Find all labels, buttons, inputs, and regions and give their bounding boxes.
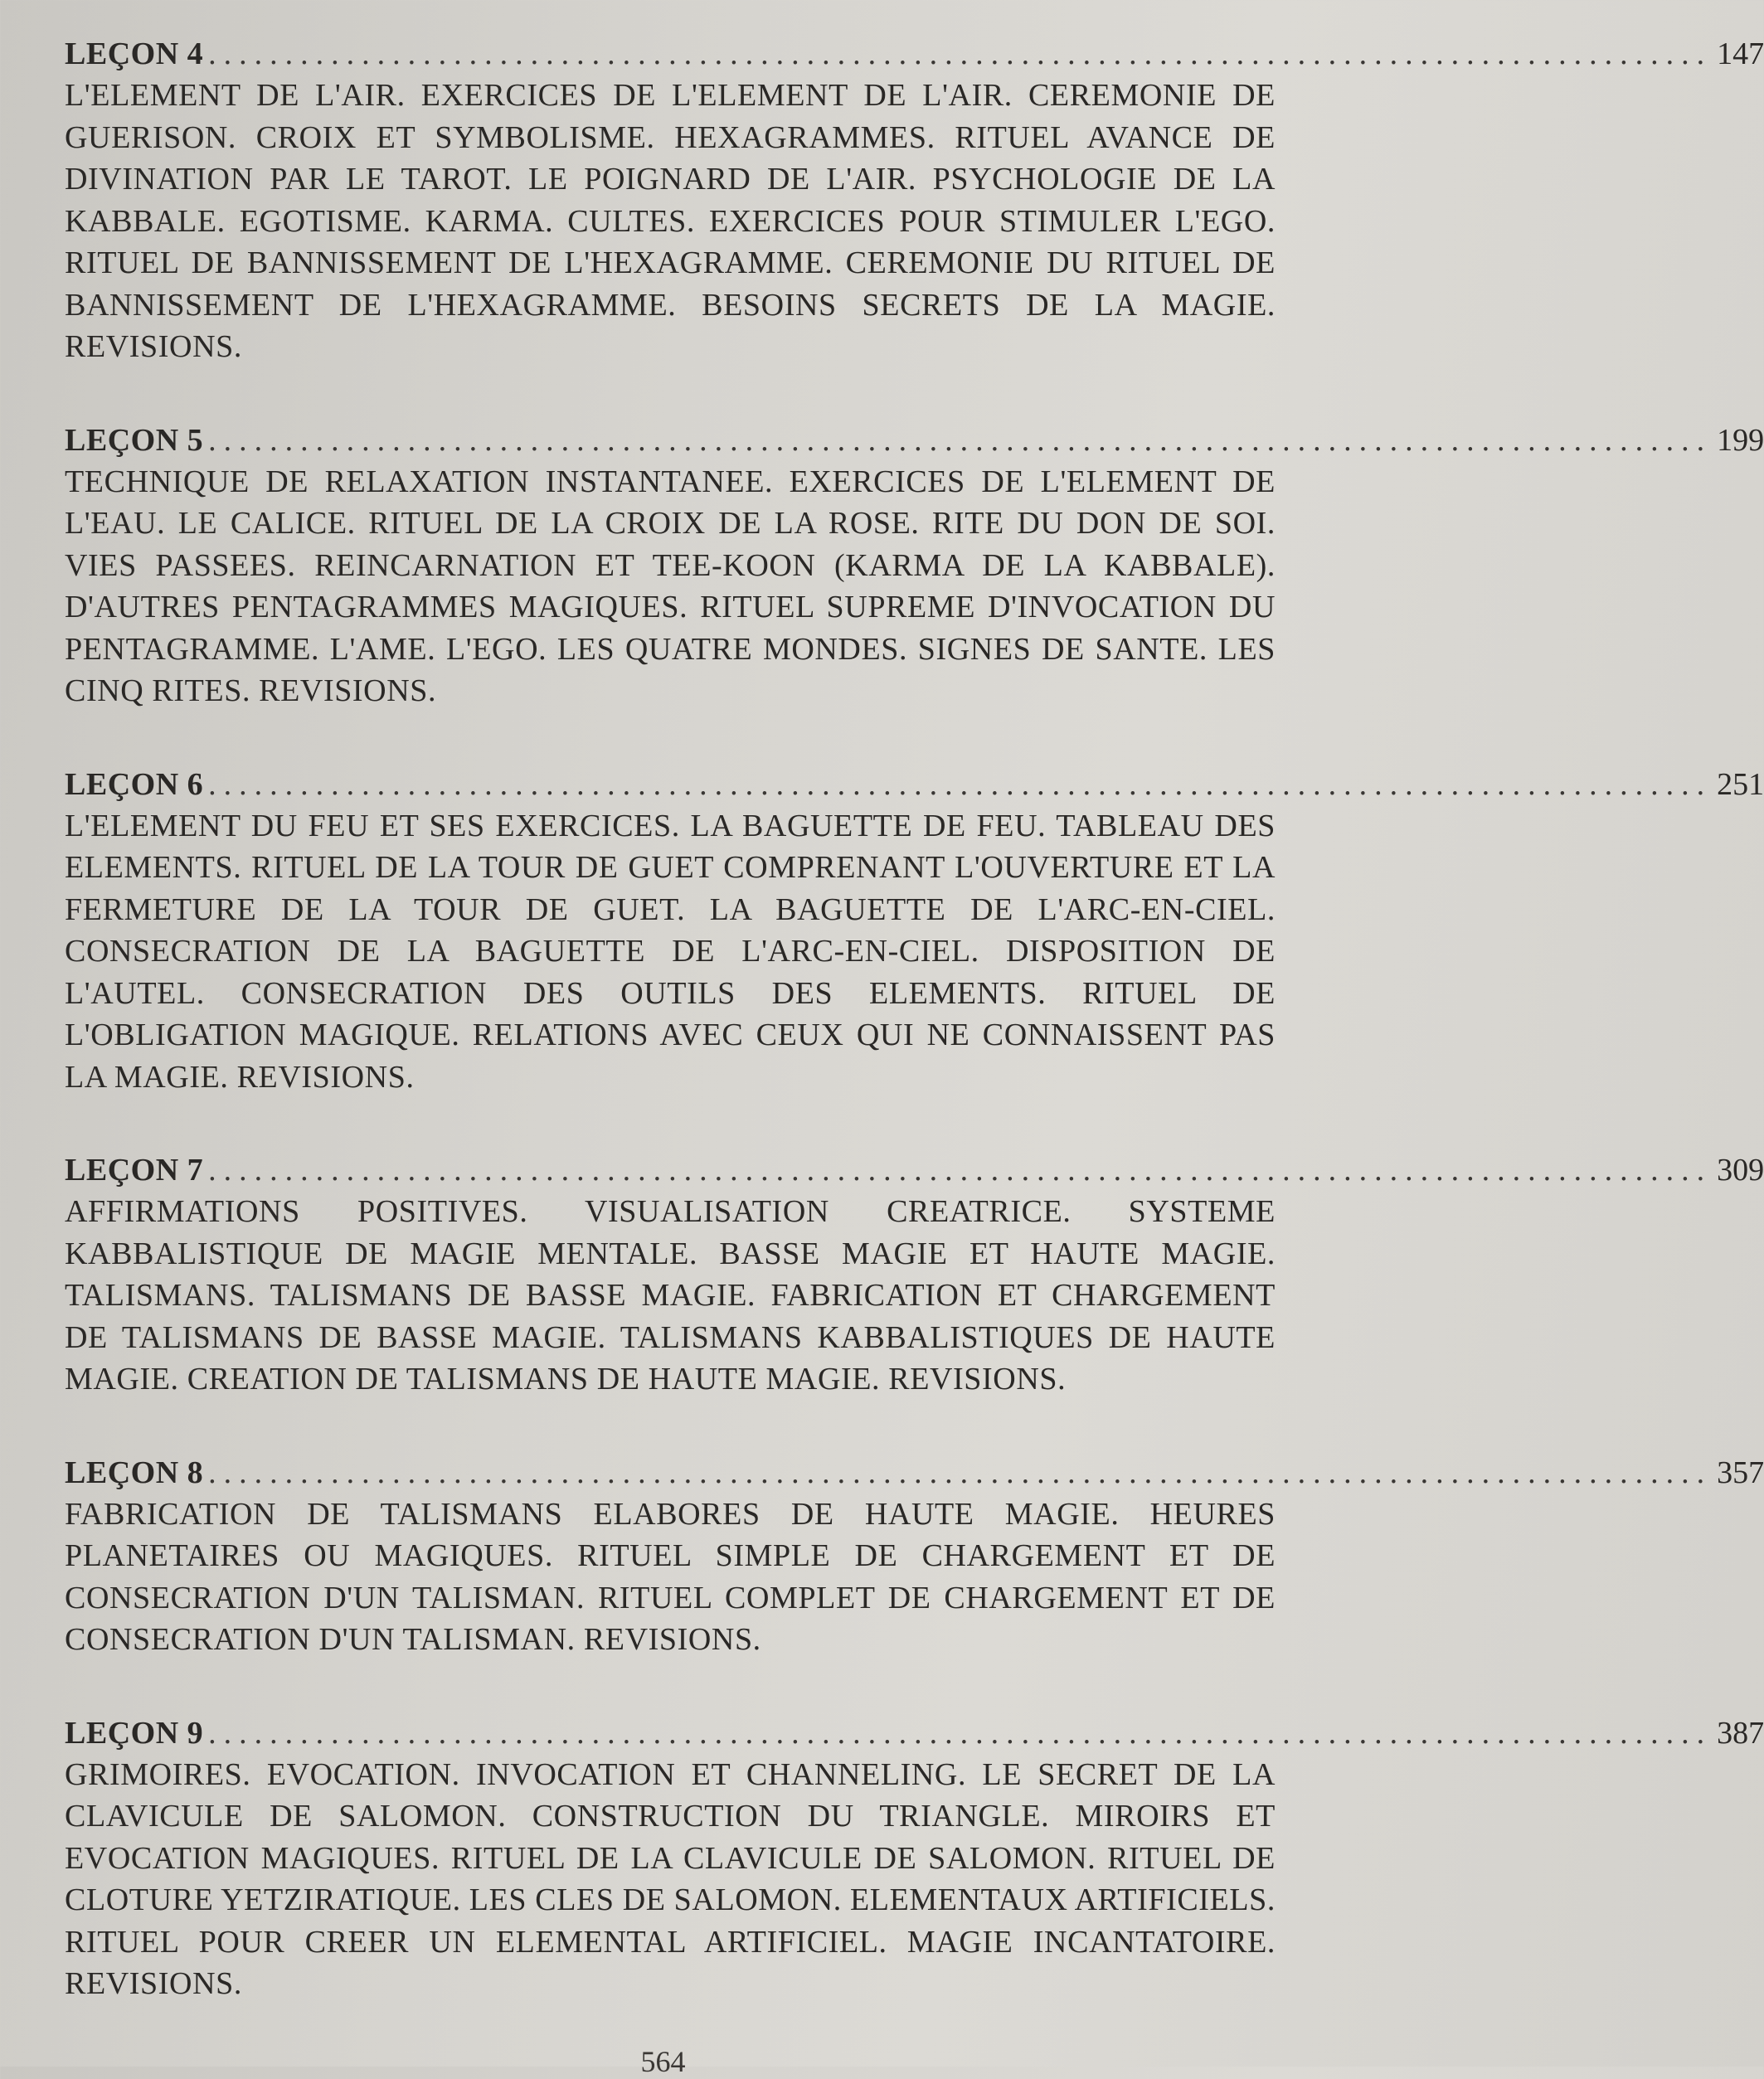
dot-leader: .................................................................................................. bbox=[208, 1455, 1713, 1490]
lesson-contents: GRIMOIRES. EVOCATION. INVOCATION ET CHANNELING. LE SECRET DE LA CLAVICULE DE SALOMON. CONSTRUCTION DU TRIANGLE. MIROIRS ET EVOCATION MAGIQUES. RITUEL DE LA CLAVICULE DE SALOMON. RITUEL DE CLOTURE YETZIRATIQUE. LES CLES DE SALOMON. ELEMENTAUX ARTIFICIELS. RITUEL POUR CREER UN ELEMENTAL ARTIFICIEL. MAGIE INCANTATOIRE. REVISIONS. bbox=[65, 1756, 1276, 2001]
page-footer-number: 564 bbox=[640, 2045, 686, 2078]
lesson-heading bbox=[65, 764, 1764, 805]
lesson-heading bbox=[65, 1452, 1764, 1494]
lesson-page-number: 147 bbox=[1717, 36, 1764, 71]
lesson-7-entry bbox=[65, 1149, 1764, 1401]
lesson-title: LEÇON 5 bbox=[65, 422, 204, 458]
lesson-title: LEÇON 9 bbox=[65, 1715, 204, 1751]
lesson-title: LEÇON 7 bbox=[65, 1153, 204, 1188]
lesson-page-number: 309 bbox=[1717, 1153, 1764, 1188]
lesson-heading bbox=[65, 33, 1764, 75]
table-of-contents bbox=[65, 33, 1764, 2057]
lesson-heading bbox=[65, 420, 1764, 461]
dot-leader: .................................................................................................. bbox=[208, 1153, 1713, 1188]
lesson-heading bbox=[65, 1149, 1764, 1191]
lesson-title: LEÇON 6 bbox=[65, 766, 204, 802]
dot-leader: .................................................................................................. bbox=[208, 766, 1713, 802]
dot-leader: .................................................................................................. bbox=[208, 1715, 1713, 1751]
lesson-6-entry bbox=[65, 764, 1764, 1099]
lesson-title: LEÇON 4 bbox=[65, 36, 204, 71]
lesson-title: LEÇON 8 bbox=[65, 1455, 204, 1490]
lesson-4-entry bbox=[65, 33, 1764, 368]
lesson-5-entry bbox=[65, 420, 1764, 712]
dot-leader: .................................................................................................. bbox=[208, 36, 1713, 71]
lesson-contents: TECHNIQUE DE RELAXATION INSTANTANEE. EXERCICES DE L'ELEMENT DE L'EAU. LE CALICE. RITUEL DE LA CROIX DE LA ROSE. RITE DU DON DE SOI. VIES PASSEES. REINCARNATION ET TEE-KOON (KARMA DE LA KABBALE). D'AUTRES PENTAGRAMMES MAGIQUES. RITUEL SUPREME D'INVOCATION DU PENTAGRAMME. L'AME. L'EGO. LES QUATRE MONDES. SIGNES DE SANTE. LES CINQ RITES. REVISIONS. bbox=[65, 464, 1276, 708]
lesson-page-number: 387 bbox=[1717, 1715, 1764, 1751]
lesson-contents: AFFIRMATIONS POSITIVES. VISUALISATION CREATRICE. SYSTEME KABBALISTIQUE DE MAGIE MENTALE. BASSE MAGIE ET HAUTE MAGIE. TALISMANS. TALISMANS DE BASSE MAGIE. FABRICATION ET CHARGEMENT DE TALISMANS DE BASSE MAGIE. TALISMANS KABBALISTIQUES DE HAUTE MAGIE. CREATION DE TALISMANS DE HAUTE MAGIE. REVISIONS. bbox=[65, 1194, 1276, 1397]
lesson-contents: FABRICATION DE TALISMANS ELABORES DE HAUTE MAGIE. HEURES PLANETAIRES OU MAGIQUES. RITUEL SIMPLE DE CHARGEMENT ET DE CONSECRATION D'UN TALISMAN. RITUEL COMPLET DE CHARGEMENT ET DE CONSECRATION D'UN TALISMAN. REVISIONS. bbox=[65, 1496, 1276, 1657]
lesson-page-number: 251 bbox=[1717, 766, 1764, 802]
lesson-page-number: 357 bbox=[1717, 1455, 1764, 1490]
lesson-heading bbox=[65, 1712, 1764, 1754]
lesson-contents: L'ELEMENT DU FEU ET SES EXERCICES. LA BAGUETTE DE FEU. TABLEAU DES ELEMENTS. RITUEL DE LA TOUR DE GUET COMPRENANT L'OUVERTURE ET LA FERMETURE DE LA TOUR DE GUET. LA BAGUETTE DE L'ARC-EN-CIEL. CONSECRATION DE LA BAGUETTE DE L'ARC-EN-CIEL. DISPOSITION DE L'AUTEL. CONSECRATION DES OUTILS DES ELEMENTS. RITUEL DE L'OBLIGATION MAGIQUE. RELATIONS AVEC CEUX QUI NE CONNAISSENT PAS LA MAGIE. REVISIONS. bbox=[65, 808, 1276, 1095]
dot-leader: .................................................................................................. bbox=[208, 422, 1713, 458]
lesson-page-number: 199 bbox=[1717, 422, 1764, 458]
lesson-8-entry bbox=[65, 1452, 1764, 1661]
lesson-9-entry bbox=[65, 1712, 1764, 2005]
lesson-contents: L'ELEMENT DE L'AIR. EXERCICES DE L'ELEMENT DE L'AIR. CEREMONIE DE GUERISON. CROIX ET SYMBOLISME. HEXAGRAMMES. RITUEL AVANCE DE DIVINATION PAR LE TAROT. LE POIGNARD DE L'AIR. PSYCHOLOGIE DE LA KABBALE. EGOTISME. KARMA. CULTES. EXERCICES POUR STIMULER L'EGO. RITUEL DE BANNISSEMENT DE L'HEXAGRAMME. CEREMONIE DU RITUEL DE BANNISSEMENT DE L'HEXAGRAMME. BESOINS SECRETS DE LA MAGIE. REVISIONS. bbox=[65, 78, 1276, 364]
